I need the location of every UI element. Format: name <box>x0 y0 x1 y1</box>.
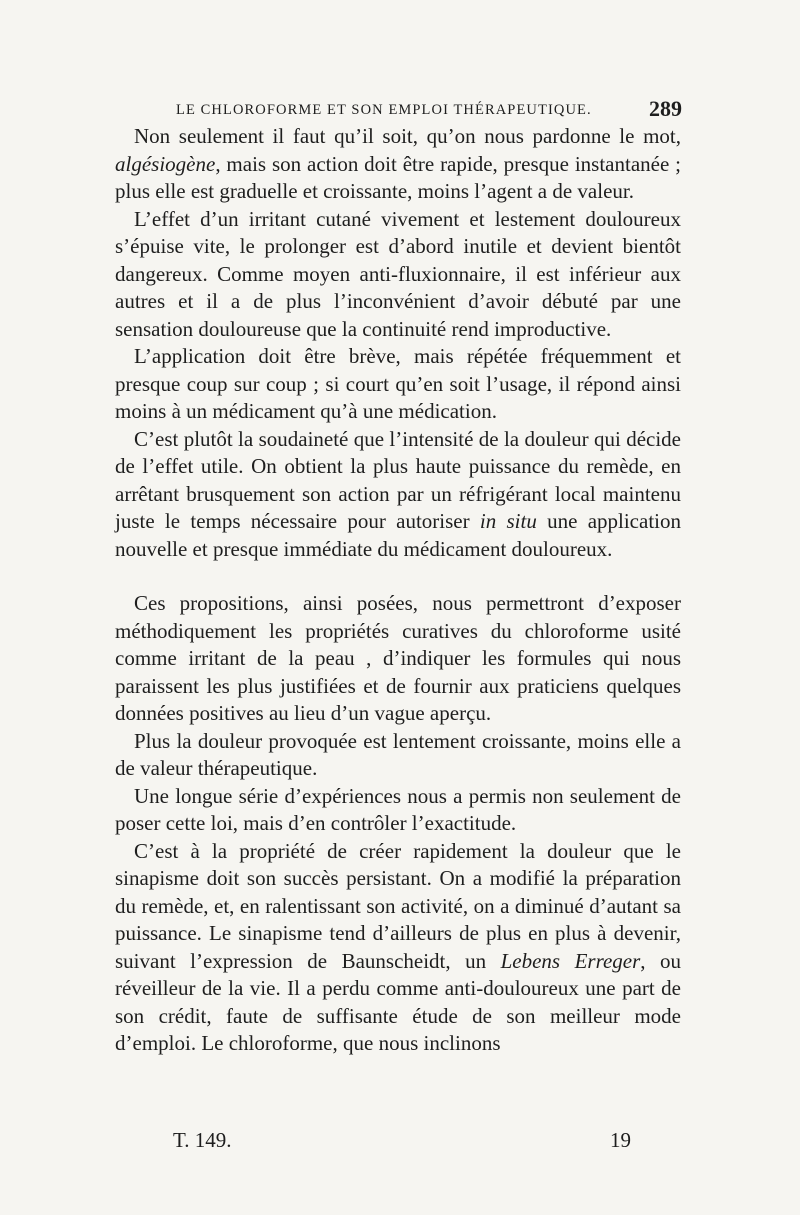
page-footer <box>115 1128 681 1158</box>
page-header <box>170 96 682 124</box>
paragraph-text: , mais son action doit être rapide, presque instantanée ; plus elle est graduelle et croissante, moins l’agent a de valeur. <box>115 151 681 203</box>
paragraph <box>115 838 681 1058</box>
paragraph-text: C’est à la propriété de créer rapidement la douleur que le sinapisme doit son succès persistant. On a modifié la préparation du remède, et, en ralentissant son activité, on a diminué d’autant sa puissance. Le sinapisme tend d’ailleurs de plus en plus à devenir, suivant l’expression de Baunscheidt, un <box>115 838 681 973</box>
paragraph-text: C’est plutôt la soudaineté que l’intensité de la douleur qui décide de l’effet utile. On obtient la plus haute puissance du remède, en arrêtant brusquement son action par un réfrigérant local maintenu juste le temps nécessaire pour autoriser <box>115 426 681 533</box>
paragraph <box>115 123 681 206</box>
paragraph <box>115 426 681 564</box>
paragraph: Ces propositions, ainsi posées, nous permettront d’exposer méthodiquement les propriétés curatives du chloroforme usité comme irritant de la peau , d’indiquer les formules qui nous paraissent les plus justifiées et de fournir aux praticiens quelques données positives au lieu d’un vague aperçu. <box>115 591 681 725</box>
printer-signature: T. 149. <box>173 1128 232 1152</box>
paragraph-text: Non seulement il faut qu’il soit, qu’on nous pardonne le mot, <box>134 124 681 148</box>
paragraph: L’effet d’un irritant cutané vivement et lestement douloureux s’épuise vite, le prolonger est d’abord inutile et devient bientôt dangereux. Comme moyen anti-fluxionnaire, il est inférieur aux autres et il a de plus l’inconvénient d’avoir débuté par une sensation douloureuse que la continuité rend improductive. <box>115 206 681 341</box>
paragraph-text: une application nouvelle et presque immédiate du médicament douloureux. <box>115 509 681 561</box>
section-break <box>115 563 681 590</box>
italic-term: in situ <box>479 509 537 533</box>
paragraph: L’application doit être brève, mais répétée fréquemment et presque coup sur coup ; si court qu’en soit l’usage, il répond ainsi moins à un médicament qu’à une médication. <box>115 344 681 423</box>
paragraph: Plus la douleur provoquée est lentement croissante, moins elle a de valeur thérapeutique. <box>115 728 681 780</box>
italic-term: Lebens Erreger <box>500 948 641 973</box>
italic-term: algésiogène <box>115 151 216 176</box>
body-text <box>115 123 681 1058</box>
page-number: 289 <box>649 96 682 121</box>
paragraph-text: , ou réveilleur de la vie. Il a perdu comme anti-douloureux une part de son crédit, faute de suffisante étude de son meilleur mode d’emploi. Le chloroforme, que nous inclinons <box>115 948 682 1055</box>
paragraph: Une longue série d’expériences nous a permis non seulement de poser cette loi, mais d’en contrôler l’exactitude. <box>115 783 681 835</box>
sheet-number: 19 <box>610 1128 631 1152</box>
running-title: LE CHLOROFORME ET SON EMPLOI THÉRAPEUTIQUE. <box>176 102 592 118</box>
